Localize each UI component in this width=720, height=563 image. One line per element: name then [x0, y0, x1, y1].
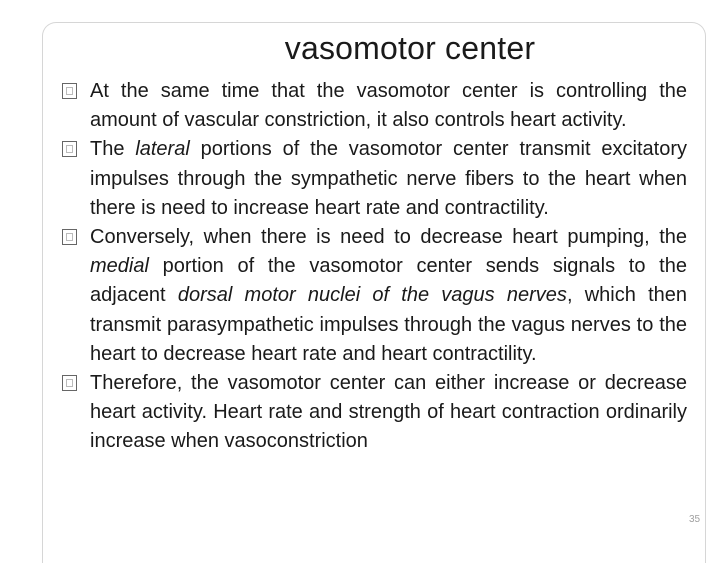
bullet-item	[90, 135, 687, 223]
page-number: 35	[689, 514, 701, 525]
bullet-text: The	[90, 138, 136, 161]
bullet-box-icon	[62, 229, 77, 245]
italic-term: lateral	[135, 138, 190, 161]
bullet-text: Therefore, the vasomotor center can either increase or decrease heart activity. Heart rate and strength of heart contraction ordinarily increase when vasoconstriction	[90, 372, 687, 453]
bullet-item	[90, 223, 687, 369]
bullet-text: At the same time that the vasomotor center is controlling the amount of vascular constriction, it also controls heart activity.	[90, 80, 687, 132]
bullet-text: portions of the vasomotor center transmit excitatory impulses through the sympathetic nerve fibers to the heart when there is need to increase heart rate and contractility.	[90, 138, 687, 219]
slide-title: vasomotor center	[284, 30, 536, 66]
bullet-box-icon	[62, 141, 77, 157]
italic-term: dorsal motor nuclei of the vagus nerves	[177, 284, 567, 307]
bullet-item	[90, 369, 687, 457]
bullet-box-icon	[62, 83, 77, 99]
bullet-box-icon	[62, 375, 77, 391]
bullet-list	[90, 77, 687, 457]
bullet-item	[90, 77, 687, 135]
italic-term: medial	[90, 255, 149, 278]
bullet-text: , which then transmit parasympathetic impulses through the vagus nerves to the heart to decrease heart rate and heart contractility.	[90, 284, 688, 365]
bullet-text: Conversely, when there is need to decrease heart pumping, the	[90, 226, 687, 249]
bullet-text: portion of the vasomotor center sends signals to the adjacent	[90, 255, 687, 307]
